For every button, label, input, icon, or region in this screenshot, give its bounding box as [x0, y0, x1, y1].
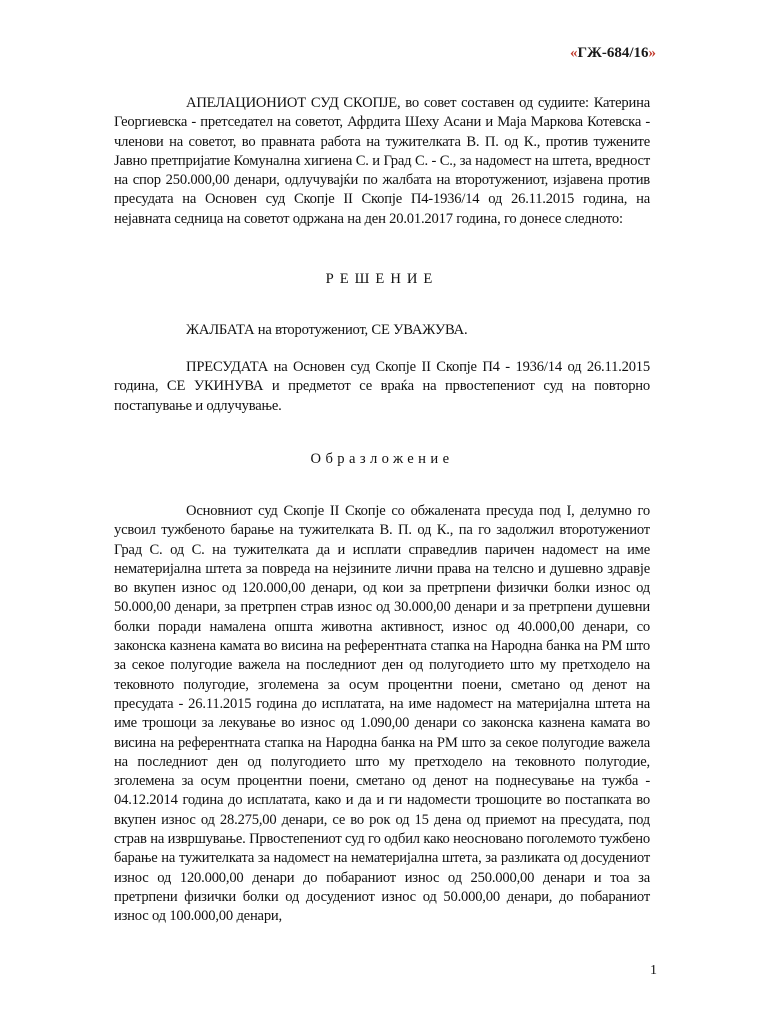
decision-heading: РЕШЕНИЕ	[325, 271, 439, 287]
reasoning-paragraph: Основниот суд Скопје II Скопје со обжалената пресуда под I, делумно го усвоил тужбеното барање на тужителката В. П. од К., па го задолжил второтужениот Град С. од С. на тужителката да и исплати справедлив паричен надомест на име нематеријална штета за повреда на нејзините лични права на телсно и душевно здравје во вкупен износ од 120.000,00 денари, од кои за претрпени физички болки износ од 50.000,00 денари, за претрпен страв износ од 30.000,00 денари и за претрпени душевни болки поради намалена општа животна активност, износ од 40.000,00 денари, со законска казнена камата во висина на референтната стапка на Народна банка на РМ што за секое полугодие важела на последниот ден од полугодието што му претходело на тековното полугодие, зголемена за осум процентни поени, сметано од денот на пресудата - 26.11.2015 година до исплатата, на име надомест на материјална штета на име трошоци за лекување во износ од 1.090,00 денари со законска казнена камата во висина на референтната стапка на Народна банка на РМ што за секое полугодие важела на последниот ден од полугодието што му претходело на тековното полугодие, зголемена за осум процентни поени, сметано од денот на поднесување на тужба - 04.12.2014 година до исплатата, како и да и ги надомести трошоците во постапката во вкупен износ од 28.275,00 денари, се во рок од 15 дена од приемот на пресудата, под страв на извршување. Првостепениот суд го одбил како неосновано поголемото тужбено барање на тужителката за надомест на нематеријална штета, за разликата од досудениот износ од 120.000,00 денари до побараниот износ од 250.000,00 денари и тоа за претрпени физички болки од досудениот износ од 50.000,00 денари, до побараниот износ од 100.000,00 денари,	[114, 503, 650, 925]
case-number-text: ГЖ-684/16	[577, 45, 649, 61]
verdict-paragraph: ПРЕСУДАТА на Основен суд Скопје II Скопје П4 - 1936/14 од 26.11.2015 година, СЕ УКИНУВА и предметот се враќа на првостепениот суд на повторно постапување и одлучување.	[114, 359, 650, 414]
appeal-paragraph: ЖАЛБАТА на второтужениот, СЕ УВАЖУВА.	[186, 322, 468, 338]
intro-paragraph: АПЕЛАЦИОНИОТ СУД СКОПЈЕ, во совет составен од судиите: Катерина Георгиевска - претседател на советот, Афрдита Шеху Асани и Маја Маркова Котевска - членови на советот, во правната работа на тужителката В. П. од К., против тужените Јавно претпријатие Комунална хигиена С. и Град С. - С., за надомест на штета, вредност на спор 250.000,00 денари, одлучувајќи по жалбата на второтужениот, изјавена против пресудата на Основен суд Скопје II Скопје П4-1936/14 од 26.11.2015 година, на нејавната седница на советот одржана на ден 20.01.2017 година, го донесе следното:	[114, 95, 650, 227]
case-number	[570, 45, 656, 62]
reasoning-heading: Образложение	[310, 451, 454, 467]
page-number: 1	[650, 963, 657, 978]
case-number-open-quote: «	[569, 45, 578, 61]
case-number-close-quote: »	[648, 45, 656, 61]
